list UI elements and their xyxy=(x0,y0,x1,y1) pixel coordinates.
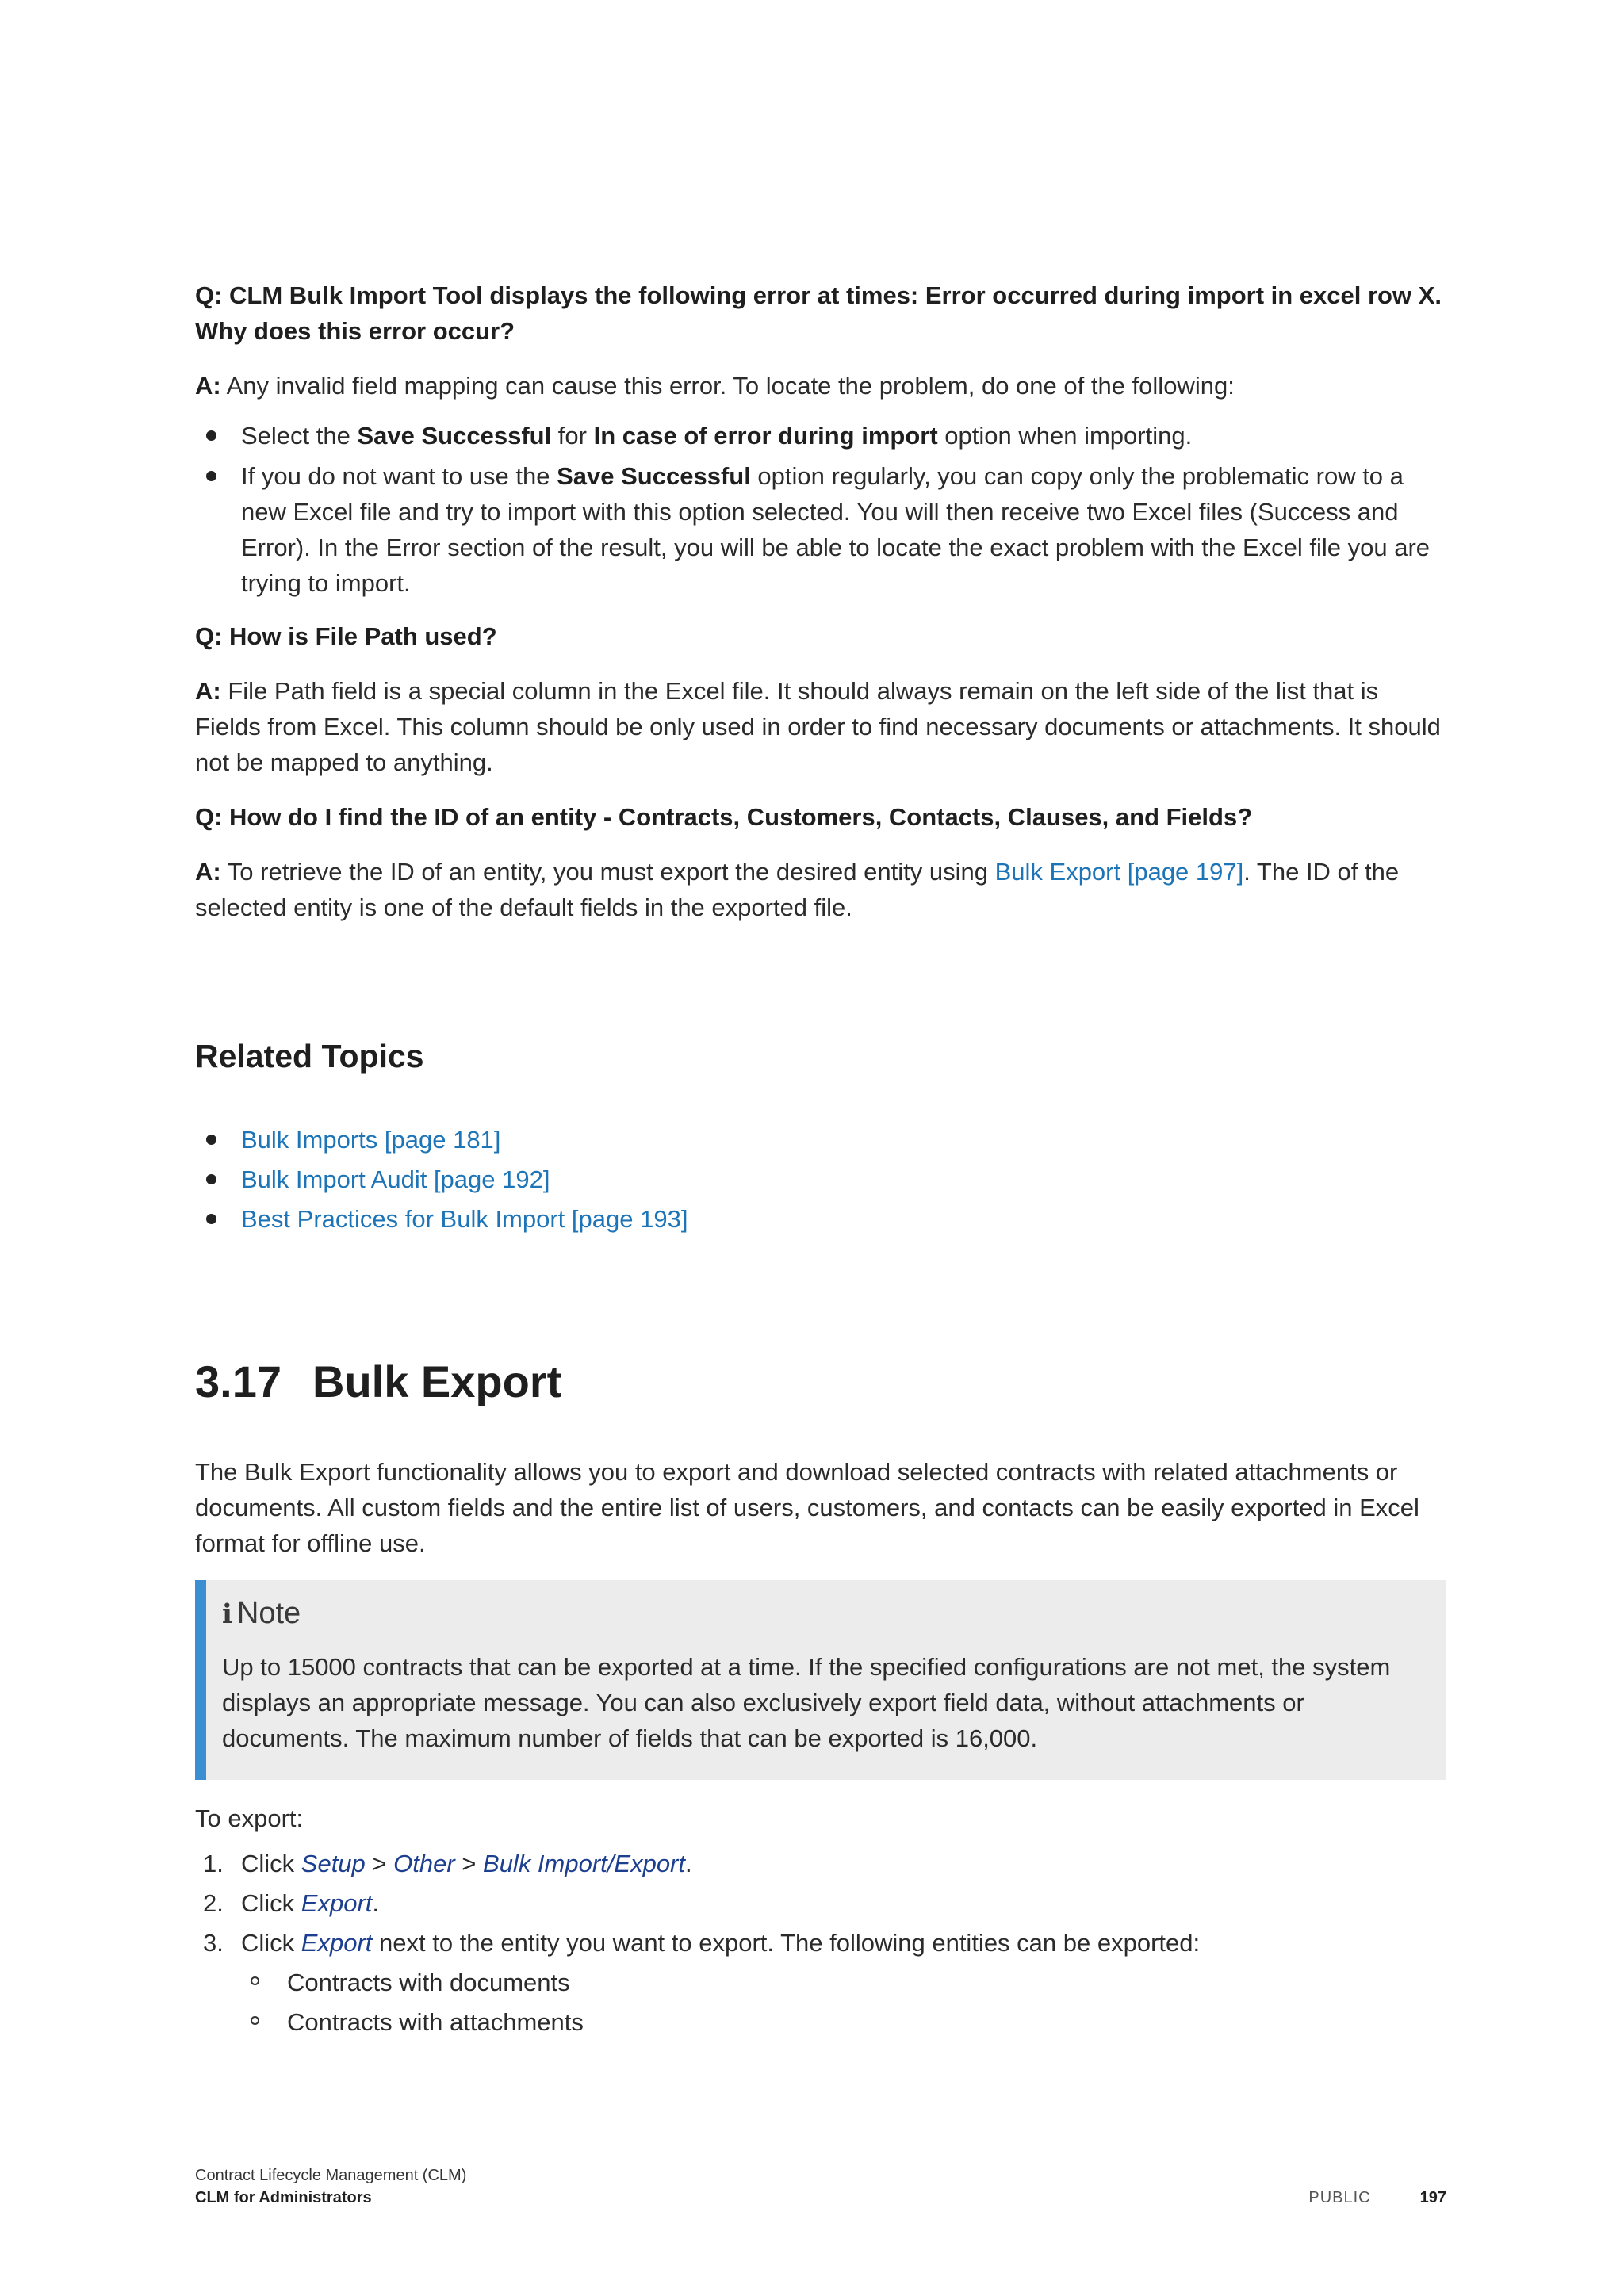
faq-answer-3: A: To retrieve the ID of an entity, you must export the desired entity using Bulk Export [page 197]. The ID of the selected entity is one of the default fields in the exported file. xyxy=(195,858,1400,921)
circle-bullet-icon xyxy=(251,2016,259,2025)
list-item xyxy=(195,1161,1446,1197)
note-title: i Note xyxy=(222,1597,301,1630)
faq-question-1: Q: CLM Bulk Import Tool displays the following error at times: Error occurred during import in excel row X. Why does this error occur? xyxy=(195,281,1442,345)
exportable-entities-list xyxy=(241,1965,1446,2040)
footer-doc-title: Contract Lifecycle Management (CLM) xyxy=(195,2167,467,2184)
step-1: 1. Click Setup > Other > Bulk Import/Export. xyxy=(203,1850,692,1877)
bullet-icon xyxy=(206,1174,216,1184)
bullet-icon xyxy=(206,1135,216,1145)
faq-question-2: Q: How is File Path used? xyxy=(195,622,497,650)
section-title: Bulk Export xyxy=(312,1357,562,1406)
list-item xyxy=(195,1122,1446,1158)
list-item: Select the Save Successful for In case of error during import option when importing. xyxy=(195,418,1446,453)
related-topics-heading: Related Topics xyxy=(195,1038,424,1074)
bullet-icon xyxy=(206,1214,216,1224)
related-link-bulk-import-audit[interactable]: Bulk Import Audit [page 192] xyxy=(241,1165,550,1193)
bullet-icon xyxy=(206,430,216,441)
list-item: Contracts with attachments xyxy=(241,2004,1446,2040)
footer-guide-title: CLM for Administrators xyxy=(195,2189,372,2206)
answer-bullet-list xyxy=(195,418,1446,601)
footer-doc-info xyxy=(195,2164,466,2209)
section-number: 3.17 xyxy=(195,1357,282,1406)
section-intro: The Bulk Export functionality allows you to export and download selected contracts with related attachments or documents. All custom fields and the entire list of users, customers, and contacts can be easily exported in Excel format for offline use. xyxy=(195,1458,1419,1557)
related-topics-list xyxy=(195,1122,1446,1237)
bulk-export-link[interactable]: Bulk Export [page 197] xyxy=(994,858,1244,886)
faq-answer-2: A: File Path field is a special column in the Excel file. It should always remain on the left side of the list that is Fields from Excel. This column should be only used in order to find necessary documents or attachments. It should not be mapped to anything. xyxy=(195,677,1441,776)
classification-label: PUBLIC xyxy=(1308,2189,1371,2206)
note-accent-bar xyxy=(195,1580,206,1780)
ui-bulk-import-export: Bulk Import/Export xyxy=(483,1850,685,1877)
page-content xyxy=(195,277,1446,2044)
answer-label: A: xyxy=(195,858,221,886)
footer-page-info xyxy=(1308,2187,1446,2209)
info-icon: i xyxy=(222,1598,232,1630)
step-3: 3. Click Export next to the entity you want to export. The following entities can be exported: Contracts with documents Contracts with attachments xyxy=(195,1925,1446,2040)
ui-setup: Setup xyxy=(301,1850,366,1877)
list-item: If you do not want to use the Save Successful option regularly, you can copy only the problematic row to a new Excel file and try to import with this option selected. You will then receive two Excel files (Success and Error). In the Error section of the result, you will be able to locate the exact problem with the Excel file you are trying to import. xyxy=(195,458,1446,601)
ui-export: Export xyxy=(301,1889,373,1917)
related-link-best-practices[interactable]: Best Practices for Bulk Import [page 193] xyxy=(241,1205,688,1233)
answer-label: A: xyxy=(195,677,221,705)
export-steps xyxy=(195,1846,1446,2040)
note-text: Up to 15000 contracts that can be exported at a time. If the specified configurations are not met, the system displays an appropriate message. You can also exclusively export field data, without attachments or documents. The maximum number of fields that can be exported is 16,000. xyxy=(222,1653,1391,1752)
related-link-bulk-imports[interactable]: Bulk Imports [page 181] xyxy=(241,1126,501,1154)
page-number: 197 xyxy=(1419,2189,1446,2206)
answer-label: A: xyxy=(195,372,221,400)
bullet-icon xyxy=(206,471,216,481)
section-heading xyxy=(195,1356,1446,1408)
circle-bullet-icon xyxy=(251,1976,259,1985)
ui-other: Other xyxy=(393,1850,455,1877)
note-box xyxy=(195,1580,1446,1780)
ui-export: Export xyxy=(301,1929,373,1957)
faq-question-3: Q: How do I find the ID of an entity - Contracts, Customers, Contacts, Clauses, and Fields? xyxy=(195,803,1253,831)
list-item: Contracts with documents xyxy=(241,1965,1446,2000)
to-export-label: To export: xyxy=(195,1804,304,1832)
faq-answer-1: A: Any invalid field mapping can cause this error. To locate the problem, do one of the following: xyxy=(195,372,1235,400)
list-item xyxy=(195,1201,1446,1237)
step-2: 2. Click Export. xyxy=(203,1889,380,1917)
